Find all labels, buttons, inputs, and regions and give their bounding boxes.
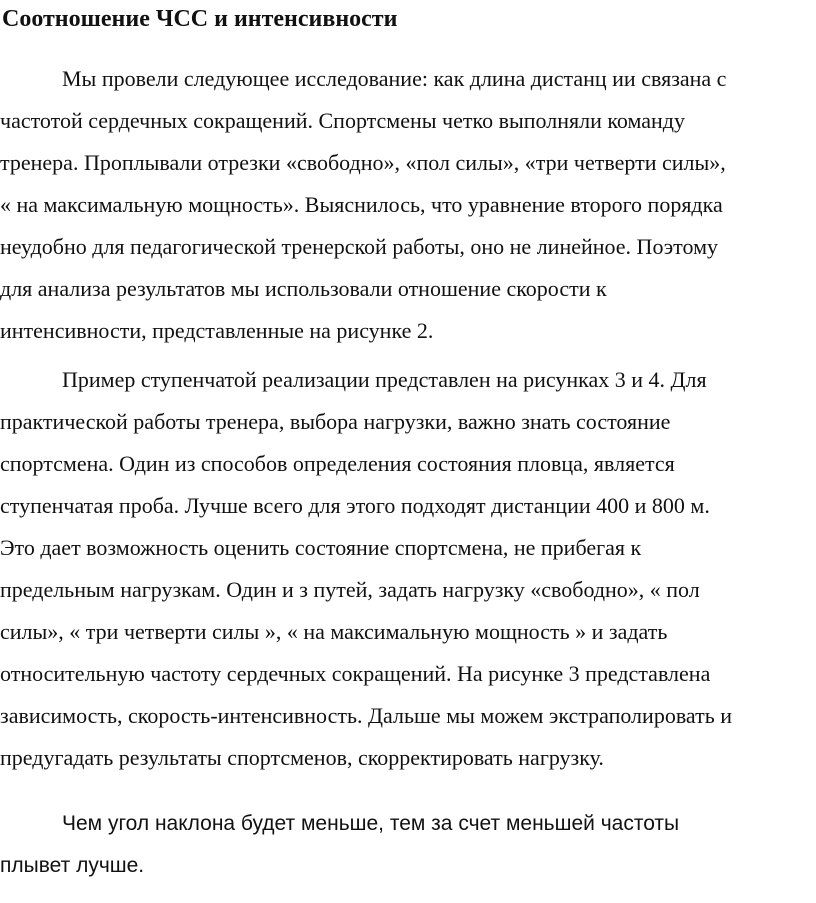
text-line: предугадать результаты спортсменов, скорректировать нагрузку.	[0, 745, 604, 770]
text-line: Чем угол наклона будет меньше, тем за счет меньшей частоты	[62, 812, 680, 835]
text-line: относительную частоту сердечных сокращений. На рисунке 3 представлена	[0, 661, 711, 686]
text-line: плывет лучше.	[0, 854, 145, 877]
paragraph-step-test	[0, 359, 816, 779]
text-line: для анализа результатов мы использовали отношение скорости к	[0, 276, 607, 301]
text-line: « на максимальную мощность». Выяснилось, что уравнение второго порядка	[0, 192, 723, 217]
text-line: практической работы тренера, выбора нагрузки, важно знать состояние	[0, 409, 671, 434]
text-line: Пример ступенчатой реализации представлен на рисунках 3 и 4. Для	[62, 367, 707, 392]
text-line: тренера. Проплывали отрезки «свободно», «пол силы», «три четверти силы»,	[0, 150, 726, 175]
text-line: частотой сердечных сокращений. Спортсмены четко выполняли команду	[0, 108, 685, 133]
text-line: интенсивности, представленные на рисунке 2.	[0, 318, 434, 343]
text-line: ступенчатая проба. Лучше всего для этого подходят дистанции 400 и 800 м.	[0, 493, 710, 518]
text-line: неудобно для педагогической тренерской работы, оно не линейное. Поэтому	[0, 234, 718, 259]
text-line: предельным нагрузкам. Один и з путей, задать нагрузку «свободно», « пол	[0, 577, 700, 602]
text-line: спортсмена. Один из способов определения состояния пловца, является	[0, 451, 675, 476]
text-line: силы», « три четверти силы », « на максимальную мощность » и задать	[0, 619, 668, 644]
text-line: зависимость, скорость-интенсивность. Дальше мы можем экстраполировать и	[0, 703, 733, 728]
paragraph-heart-rate-study	[0, 58, 816, 352]
text-line: Мы провели следующее исследование: как длина дистанц ии связана с	[62, 66, 727, 91]
document-title: Соотношение ЧСС и интенсивности	[2, 6, 398, 32]
paragraph-slope-conclusion	[0, 803, 816, 887]
text-line: Это дает возможность оценить состояние спортсмена, не прибегая к	[0, 535, 642, 560]
